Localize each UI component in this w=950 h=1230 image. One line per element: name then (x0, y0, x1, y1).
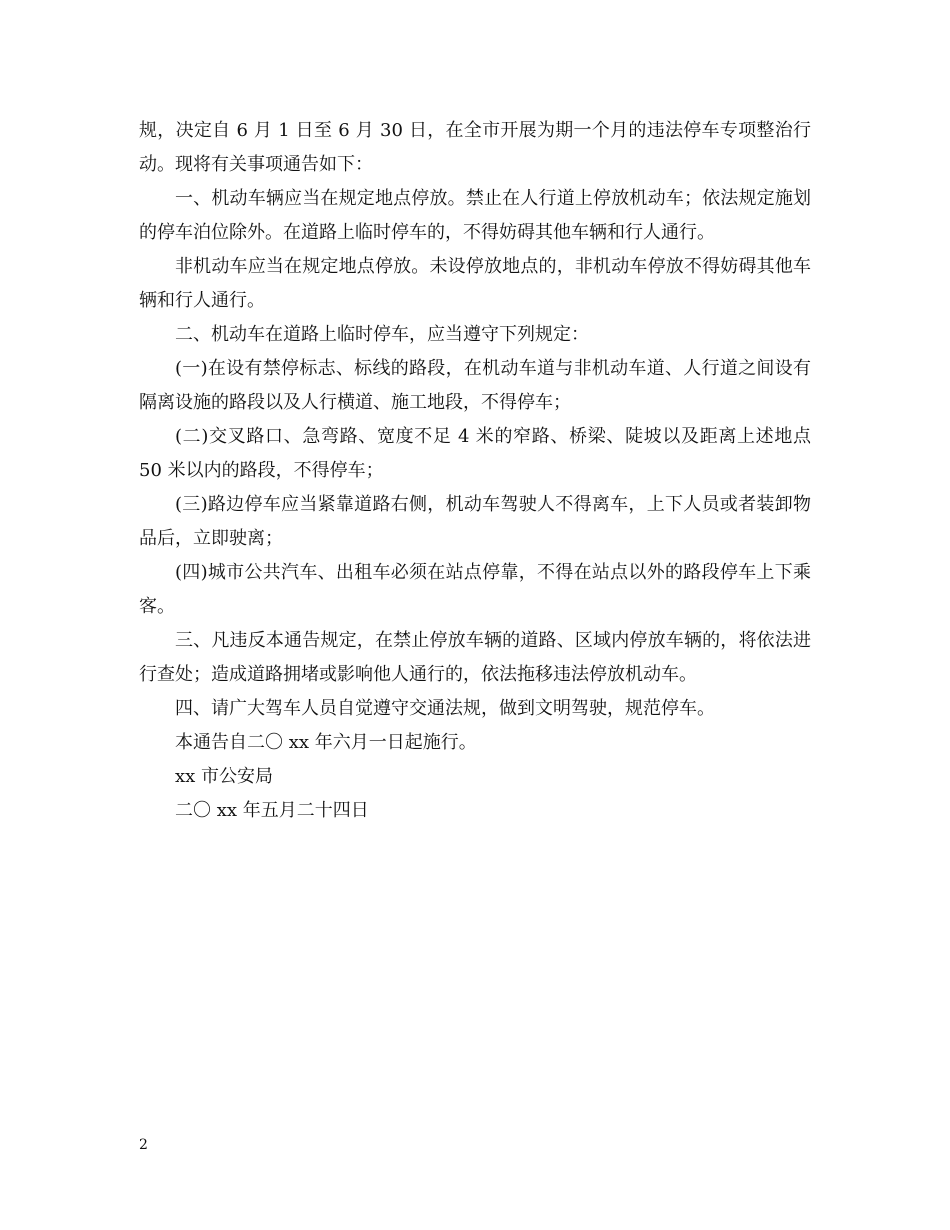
issuer-name: xx 市公安局 (175, 766, 274, 787)
paragraph-item-1: (一)在设有禁停标志、标线的路段，在机动车道与非机动车道、人行道之间设有隔离设施的路段以及人行横道、施工地段，不得停车； (139, 358, 811, 413)
paragraph-section-3: 三、凡违反本通告规定，在禁止停放车辆的道路、区域内停放车辆的，将依法进行查处；造成道路拥堵或影响他人通行的，依法拖移违法停放机动车。 (139, 630, 811, 685)
paragraph-item-3: (三)路边停车应当紧靠道路右侧，机动车驾驶人不得离车，上下人员或者装卸物品后，立即驶离； (139, 494, 811, 549)
notice-body (139, 114, 811, 828)
issue-date: 二〇 xx 年五月二十四日 (175, 800, 369, 821)
paragraph-item-4: (四)城市公共汽车、出租车必须在站点停靠，不得在站点以外的路段停车上下乘客。 (139, 562, 811, 617)
page-number: 2 (139, 1137, 148, 1153)
paragraph-item-2: (二)交叉路口、急弯路、宽度不足 4 米的窄路、桥梁、陡坡以及距离上述地点 50 米以内的路段，不得停车； (139, 426, 811, 481)
paragraph-non-motor-vehicles: 非机动车应当在规定地点停放。未设停放地点的，非机动车停放不得妨碍其他车辆和行人通行。 (139, 256, 811, 311)
paragraph-section-4: 四、请广大驾车人员自觉遵守交通法规，做到文明驾驶，规范停车。 (175, 698, 715, 719)
paragraph-section-2: 二、机动车在道路上临时停车，应当遵守下列规定： (175, 324, 589, 345)
paragraph-intro-continuation: 规，决定自 6 月 1 日至 6 月 30 日，在全市开展为期一个月的违法停车专项整治行动。现将有关事项通告如下： (139, 120, 811, 175)
paragraph-section-1: 一、机动车辆应当在规定地点停放。禁止在人行道上停放机动车；依法规定施划的停车泊位除外。在道路上临时停车的，不得妨碍其他车辆和行人通行。 (139, 188, 811, 243)
paragraph-effective-date: 本通告自二〇 xx 年六月一日起施行。 (175, 732, 477, 753)
